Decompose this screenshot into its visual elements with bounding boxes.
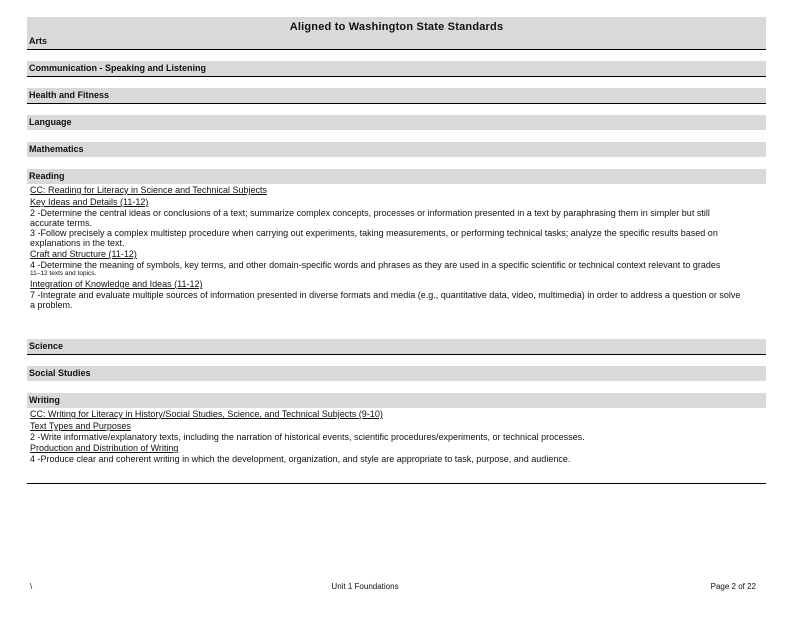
- divider: [27, 483, 766, 484]
- section-header: Social Studies: [27, 366, 766, 381]
- standard-item: 4 -Produce clear and coherent writing in which the development, organization, and style are appropriate to task, purpose, and audience.: [30, 454, 571, 464]
- section-header: Science: [27, 339, 766, 354]
- craft-heading: Craft and Structure (11-12): [30, 249, 137, 259]
- section-health: [27, 88, 766, 104]
- footer-center: Unit 1 Foundations: [331, 582, 399, 591]
- divider: [27, 103, 766, 104]
- standard-item: 4 -Determine the meaning of symbols, key terms, and other domain-specific words and phrases as they are used in a specific scientific or technical context relevant to grades: [30, 260, 721, 270]
- footer-left: \: [30, 582, 33, 591]
- section-communication: [27, 61, 766, 77]
- standard-item: 2 -Write informative/explanatory texts, including the narration of historical events, scientific procedures/experiments, or technical processes.: [30, 432, 585, 442]
- section-arts-header: Arts: [29, 36, 48, 46]
- section-social-studies: [27, 366, 766, 381]
- divider: [27, 49, 766, 50]
- key-ideas-heading: Key Ideas and Details (11-12): [30, 197, 149, 207]
- page-title: Aligned to Washington State Standards: [289, 21, 504, 33]
- integration-heading: Integration of Knowledge and Ideas (11-12): [30, 279, 203, 289]
- document-page: [27, 17, 766, 464]
- standard-item-note: 11–12 texts and topics.: [30, 270, 97, 277]
- section-header: Mathematics: [27, 142, 766, 157]
- section-header: Writing: [27, 393, 766, 408]
- production-heading: Production and Distribution of Writing: [30, 443, 179, 453]
- page-number: Page 2 of 22: [710, 582, 756, 591]
- section-header: Health and Fitness: [27, 88, 766, 103]
- title-bar: [27, 17, 766, 49]
- standard-item: 3 -Follow precisely a complex multistep procedure when carrying out experiments, taking measurements, or performing technical tasks; analyze the specific results based on explanations in the text.: [30, 228, 718, 248]
- section-header: Language: [27, 115, 766, 130]
- section-science: [27, 339, 766, 355]
- divider: [27, 354, 766, 355]
- section-writing: [27, 393, 766, 464]
- section-header: Communication - Speaking and Listening: [27, 61, 766, 76]
- section-header: Reading: [27, 169, 766, 184]
- text-types-heading: Text Types and Purposes: [30, 421, 131, 431]
- divider: [27, 76, 766, 77]
- reading-strand: CC: Reading for Literacy in Science and Technical Subjects: [30, 185, 267, 195]
- standard-item: 2 -Determine the central ideas or conclusions of a text; summarize complex concepts, processes or information presented in a text by paraphrasing them in simpler but still accurate terms.: [30, 208, 710, 228]
- section-reading: [27, 169, 766, 310]
- section-language: [27, 115, 766, 130]
- section-mathematics: [27, 142, 766, 157]
- standard-item: 7 -Integrate and evaluate multiple sources of information presented in diverse formats and media (e.g., quantitative data, video, multimedia) in order to address a question or solve a problem.: [30, 290, 741, 310]
- writing-strand: CC: Writing for Literacy in History/Social Studies, Science, and Technical Subjects (9-10): [30, 409, 383, 419]
